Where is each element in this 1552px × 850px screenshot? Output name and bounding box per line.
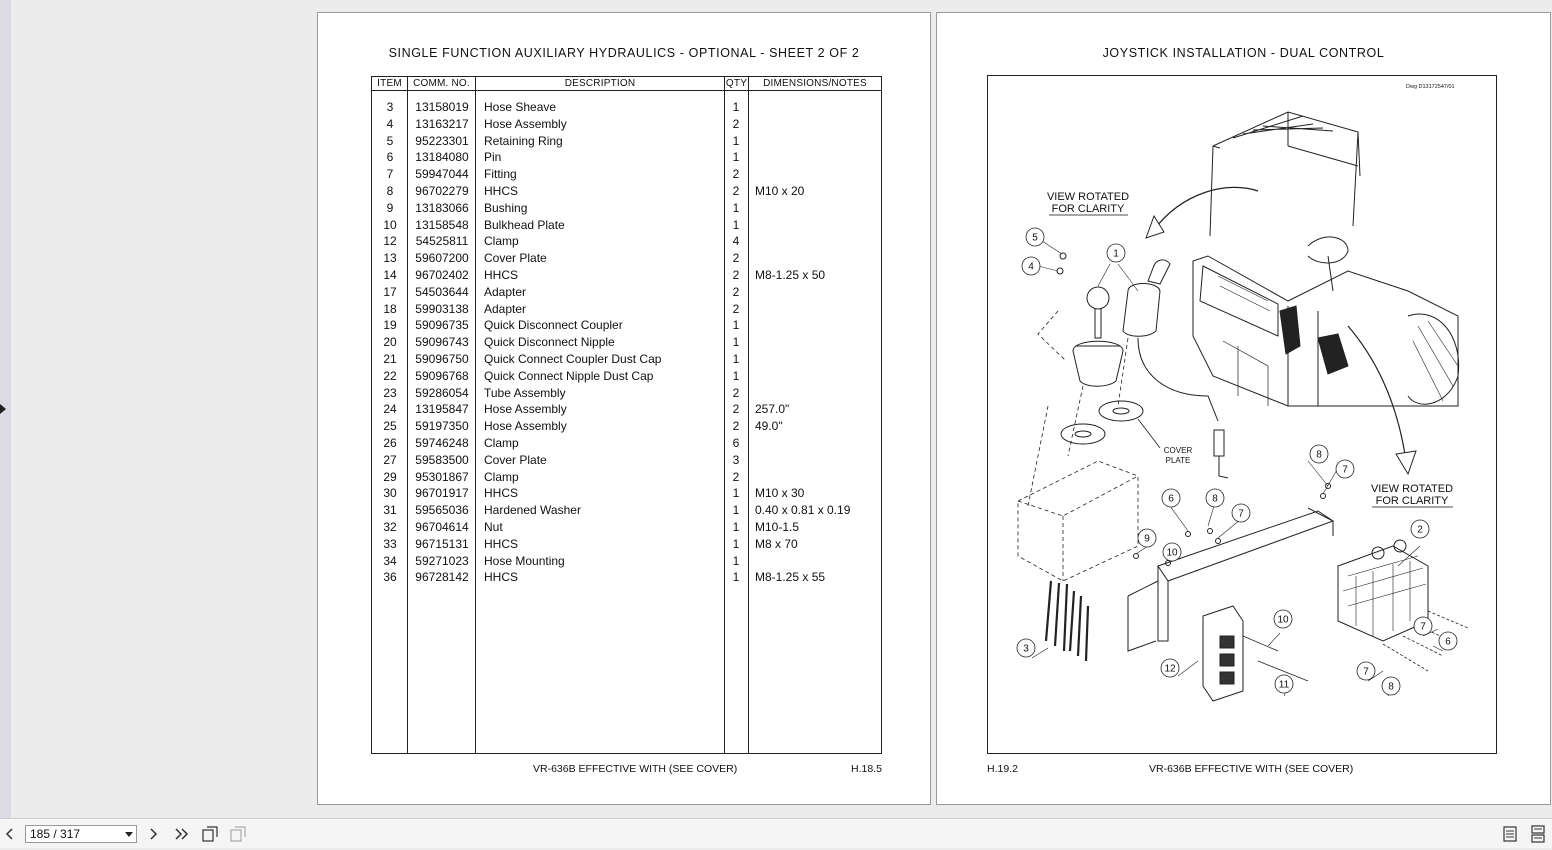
rotate-page-icon[interactable] [200, 824, 220, 844]
callout-number: 7 [1238, 508, 1244, 520]
footer-page-number: H.18.5 [851, 763, 882, 775]
row-description: Hose Sheave [484, 100, 557, 114]
row-description: Adapter [484, 284, 527, 299]
row-comm-no: 13195847 [415, 402, 469, 417]
row-item: 30 [383, 486, 397, 501]
row-description: HHCS [484, 536, 519, 551]
row-qty: 1 [732, 486, 740, 501]
row-description: HHCS [484, 486, 519, 501]
row-qty: 1 [732, 217, 740, 232]
table-row [372, 569, 881, 586]
page-right [936, 12, 1551, 805]
row-qty: 2 [732, 284, 740, 299]
table-row [372, 284, 881, 301]
view-rotated-right-line1: VIEW ROTATED [1370, 483, 1454, 495]
view-rotated-left-line1: VIEW ROTATED [1046, 191, 1130, 203]
page-number-input[interactable] [25, 825, 137, 843]
row-comm-no: 54503644 [415, 284, 469, 299]
table-row [372, 166, 881, 183]
row-item: 4 [386, 116, 394, 131]
row-qty: 1 [732, 150, 740, 165]
page-title: SINGLE FUNCTION AUXILIARY HYDRAULICS - OPTIONAL - SHEET 2 OF 2 [388, 46, 860, 60]
row-item: 29 [383, 469, 397, 484]
row-item: 21 [383, 352, 397, 366]
row-dimensions: M8-1.25 x 50 [755, 268, 826, 282]
row-qty: 2 [732, 469, 740, 484]
row-item: 8 [386, 184, 394, 198]
row-dimensions: 0.40 x 0.81 x 0.19 [755, 503, 851, 518]
callout-number: 10 [1277, 614, 1289, 626]
row-qty: 4 [732, 234, 740, 249]
row-comm-no: 13158548 [415, 217, 469, 232]
row-description: Retaining Ring [484, 133, 563, 148]
row-description: Clamp [484, 469, 519, 484]
row-dimensions: M8 x 70 [755, 536, 798, 551]
table-row [372, 553, 881, 570]
row-description: Quick Disconnect Nipple [484, 335, 615, 350]
row-qty: 1 [732, 200, 740, 215]
chevron-left-icon[interactable] [0, 824, 20, 844]
row-qty: 6 [732, 436, 740, 450]
row-qty: 1 [732, 570, 740, 585]
chevron-down-icon[interactable] [125, 832, 133, 837]
row-qty: 2 [732, 167, 740, 182]
row-description: Quick Connect Coupler Dust Cap [484, 352, 662, 366]
row-qty: 1 [732, 133, 740, 148]
table-row [372, 317, 881, 334]
table-row [372, 418, 881, 435]
row-comm-no: 59096768 [415, 368, 469, 383]
row-comm-no: 13184080 [415, 150, 469, 165]
callout-number: 2 [1417, 524, 1423, 536]
callout-number: 6 [1445, 636, 1451, 648]
row-qty: 1 [732, 318, 740, 333]
row-qty: 2 [732, 402, 740, 417]
row-qty: 2 [732, 116, 740, 131]
parts-table [371, 76, 882, 754]
table-row [372, 536, 881, 553]
table-row [372, 217, 881, 234]
row-qty: 1 [732, 503, 740, 518]
row-qty: 1 [732, 553, 740, 568]
table-row [372, 233, 881, 250]
callout-number: 11 [1278, 679, 1290, 691]
row-comm-no: 59903138 [415, 301, 469, 316]
row-comm-no: 59607200 [415, 251, 469, 266]
row-comm-no: 96702279 [415, 184, 469, 198]
row-description: Nut [484, 520, 503, 534]
row-description: HHCS [484, 184, 519, 198]
row-comm-no: 13183066 [415, 200, 469, 215]
table-row [372, 267, 881, 284]
joystick-installation-drawing [987, 75, 1497, 754]
row-item: 14 [383, 268, 397, 282]
table-row [372, 133, 881, 150]
header-divider [372, 90, 881, 91]
row-comm-no: 96701917 [415, 486, 469, 501]
column-header-qty: QTY [725, 78, 748, 89]
row-description: Bushing [484, 200, 528, 215]
table-row [372, 401, 881, 418]
sidebar-strip[interactable] [0, 0, 11, 818]
table-row [372, 485, 881, 502]
continuous-view-icon[interactable] [1528, 824, 1548, 844]
exploded-view-svg [988, 76, 1496, 753]
row-item: 17 [383, 284, 397, 299]
table-row [372, 469, 881, 486]
row-item: 25 [383, 419, 397, 434]
table-row [372, 301, 881, 318]
callout-number: 7 [1342, 464, 1348, 476]
row-qty: 2 [732, 184, 740, 198]
table-row [372, 334, 881, 351]
footer-page-number: H.19.2 [987, 763, 1018, 775]
row-comm-no: 59096743 [415, 335, 469, 350]
footer-effective: VR-636B EFFECTIVE WITH (SEE COVER) [533, 763, 738, 775]
table-row [372, 502, 881, 519]
row-comm-no: 59271023 [415, 553, 469, 568]
row-item: 19 [383, 318, 397, 333]
row-qty: 1 [732, 352, 740, 366]
row-dimensions: 49.0" [755, 419, 783, 434]
row-comm-no: 59947044 [415, 167, 469, 182]
callout-number: 8 [1212, 493, 1218, 505]
row-comm-no: 54525811 [415, 234, 469, 249]
row-item: 22 [383, 368, 397, 383]
callout-number: 12 [1164, 663, 1176, 675]
page-indicator: 185 / 317 [30, 827, 81, 841]
row-description: Hose Assembly [484, 402, 567, 417]
row-item: 27 [383, 452, 397, 467]
table-row [372, 250, 881, 267]
row-description: Cover Plate [484, 452, 547, 467]
row-item: 9 [386, 200, 394, 215]
table-row [372, 99, 881, 116]
callout-number: 9 [1144, 533, 1150, 545]
row-comm-no: 59583500 [415, 452, 469, 467]
row-dimensions: M10-1.5 [755, 520, 800, 534]
table-row [372, 116, 881, 133]
table-row [372, 385, 881, 402]
row-dimensions: M10 x 20 [755, 184, 805, 198]
view-rotated-left-line2: FOR CLARITY [1051, 203, 1125, 215]
column-header-comm-no: COMM. NO. [413, 78, 470, 89]
table-row [372, 452, 881, 469]
row-comm-no: 59286054 [415, 385, 469, 400]
row-qty: 1 [732, 100, 740, 114]
cover-plate-label-line2: PLATE [1165, 456, 1191, 465]
row-comm-no: 96728142 [415, 570, 469, 585]
callout-number: 3 [1023, 643, 1029, 655]
page-left [317, 12, 931, 805]
row-item: 31 [383, 503, 397, 518]
cover-plate-label-line1: COVER [1163, 446, 1193, 455]
column-header-description: DESCRIPTION [564, 78, 636, 89]
row-dimensions: M8-1.25 x 55 [755, 570, 826, 585]
row-item: 3 [386, 100, 394, 114]
row-item: 18 [383, 301, 397, 316]
callout-number: 7 [1363, 666, 1369, 678]
page-title: JOYSTICK INSTALLATION - DUAL CONTROL [1102, 46, 1385, 60]
table-row [372, 149, 881, 166]
table-row [372, 435, 881, 452]
column-header-dimensions: DIMENSIONS/NOTES [763, 78, 867, 89]
table-row [372, 368, 881, 385]
copy-page-icon[interactable] [228, 824, 248, 844]
row-description: Hardened Washer [484, 503, 581, 518]
callout-number: 5 [1032, 232, 1038, 244]
row-qty: 2 [732, 251, 740, 266]
row-description: Bulkhead Plate [484, 217, 565, 232]
row-qty: 2 [732, 419, 740, 434]
row-item: 5 [386, 133, 394, 148]
row-description: Cover Plate [484, 251, 547, 266]
row-description: Quick Disconnect Coupler [484, 318, 623, 333]
callout-number: 7 [1420, 621, 1426, 633]
row-qty: 1 [732, 368, 740, 383]
sidebar-toggle-icon[interactable] [0, 404, 6, 414]
row-item: 20 [383, 335, 397, 350]
row-description: Tube Assembly [484, 385, 566, 400]
row-item: 33 [383, 536, 397, 551]
row-qty: 2 [732, 268, 740, 282]
callout-number: 8 [1316, 449, 1322, 461]
row-comm-no: 96715131 [415, 536, 469, 551]
row-description: Quick Connect Nipple Dust Cap [484, 368, 654, 383]
row-comm-no: 95223301 [415, 133, 469, 148]
row-description: Pin [484, 150, 502, 165]
row-comm-no: 95301867 [415, 469, 469, 484]
callout-number: 6 [1168, 493, 1174, 505]
row-description: Clamp [484, 436, 519, 450]
row-comm-no: 59096735 [415, 318, 469, 333]
row-description: Fitting [484, 167, 517, 182]
row-item: 12 [383, 234, 397, 249]
row-description: Clamp [484, 234, 519, 249]
row-comm-no: 59746248 [415, 436, 469, 450]
table-row [372, 351, 881, 368]
callout-number: 10 [1166, 547, 1178, 559]
column-header-item: ITEM [377, 78, 402, 89]
row-comm-no: 96704614 [415, 520, 469, 534]
row-description: Hose Assembly [484, 116, 567, 131]
row-description: Hose Assembly [484, 419, 567, 434]
row-item: 26 [383, 436, 397, 450]
callout-number: 8 [1388, 681, 1394, 693]
row-qty: 3 [732, 452, 740, 467]
row-item: 13 [383, 251, 397, 266]
row-item: 36 [383, 570, 397, 585]
row-description: HHCS [484, 268, 519, 282]
table-row [372, 200, 881, 217]
row-comm-no: 59096750 [415, 352, 469, 366]
single-page-view-icon[interactable] [1500, 824, 1520, 844]
row-item: 6 [386, 150, 394, 165]
row-item: 24 [383, 402, 397, 417]
row-dimensions: 257.0" [755, 402, 790, 417]
callout-number: 1 [1113, 248, 1119, 260]
table-row [372, 183, 881, 200]
row-item: 10 [383, 217, 397, 232]
row-dimensions: M10 x 30 [755, 486, 805, 501]
row-item: 32 [383, 520, 397, 534]
drawing-number: Dwg D13172547/01 [1406, 84, 1455, 90]
row-qty: 1 [732, 520, 740, 534]
row-comm-no: 13163217 [415, 116, 469, 131]
footer-effective: VR-636B EFFECTIVE WITH (SEE COVER) [1149, 763, 1354, 775]
row-qty: 2 [732, 385, 740, 400]
chevron-right-icon[interactable] [143, 824, 163, 844]
row-comm-no: 59197350 [415, 419, 469, 434]
row-comm-no: 13158019 [415, 100, 469, 114]
double-chevron-right-icon[interactable] [171, 824, 191, 844]
row-qty: 1 [732, 335, 740, 350]
row-qty: 1 [732, 536, 740, 551]
view-rotated-right-line2: FOR CLARITY [1375, 495, 1449, 507]
row-qty: 2 [732, 301, 740, 316]
row-description: Hose Mounting [484, 553, 565, 568]
row-description: HHCS [484, 570, 519, 585]
row-description: Adapter [484, 301, 527, 316]
row-item: 34 [383, 553, 397, 568]
viewer-toolbar [0, 818, 1552, 848]
row-comm-no: 96702402 [415, 268, 469, 282]
row-comm-no: 59565036 [415, 503, 469, 518]
table-row [372, 519, 881, 536]
row-item: 23 [383, 385, 397, 400]
row-item: 7 [386, 167, 394, 182]
callout-number: 4 [1028, 261, 1034, 273]
